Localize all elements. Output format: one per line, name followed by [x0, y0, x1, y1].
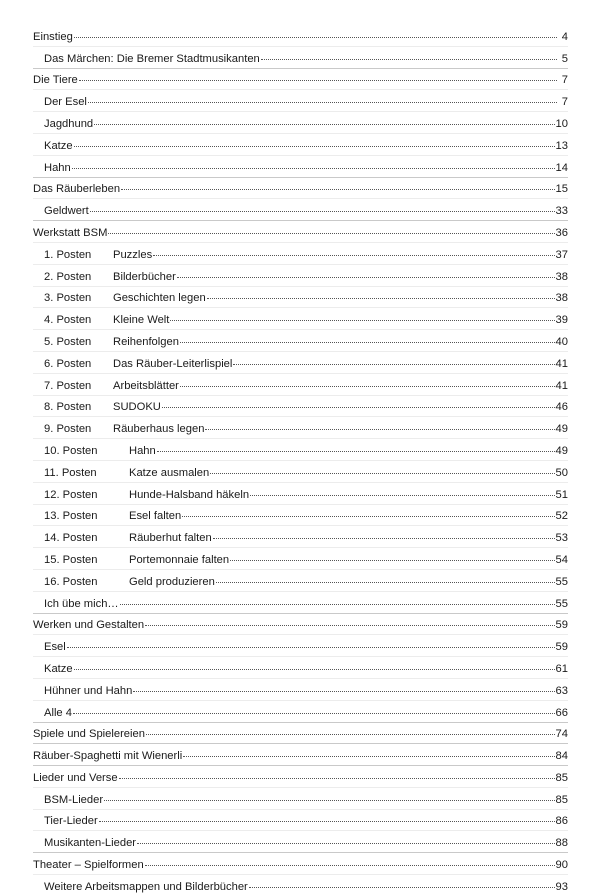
- toc-line: [44, 271, 568, 283]
- dot-leader: [73, 712, 555, 714]
- toc-line: [44, 96, 568, 108]
- toc-page-number: 33: [555, 205, 568, 218]
- toc-entry-section[interactable]: [33, 198, 568, 220]
- toc-title: [44, 576, 215, 588]
- toc-title: [44, 358, 232, 370]
- toc-title-text: Portemonnaie falten: [129, 553, 230, 566]
- toc-title-text: Räuber-Spaghetti mit Wienerli: [33, 750, 183, 763]
- toc-line: [44, 380, 568, 392]
- dot-leader: [157, 450, 555, 452]
- dot-leader: [213, 537, 555, 539]
- posten-number: 16. Posten: [44, 575, 98, 588]
- toc-page-number: 40: [555, 335, 568, 348]
- toc-entry-section[interactable]: [33, 460, 568, 482]
- dot-leader: [183, 755, 554, 757]
- toc-entry-chapter[interactable]: [33, 765, 568, 787]
- toc-page-number: 55: [555, 575, 568, 588]
- toc-entry-section[interactable]: [33, 89, 568, 111]
- toc-entry-chapter[interactable]: [33, 613, 568, 635]
- dot-leader: [119, 777, 555, 779]
- dot-leader: [104, 799, 554, 801]
- toc-title-text: Musikanten-Lieder: [44, 837, 137, 850]
- toc-title: [33, 227, 107, 239]
- dot-leader: [180, 341, 555, 343]
- posten-number: 1. Posten: [44, 248, 92, 261]
- toc-entry-section[interactable]: [33, 155, 568, 177]
- toc-entry-section[interactable]: [33, 504, 568, 526]
- toc-line: [44, 794, 568, 806]
- toc-line: [44, 707, 568, 719]
- toc-page-number: 4: [561, 30, 568, 43]
- posten-number: 13. Posten: [44, 510, 98, 523]
- toc-title-text: Hahn: [44, 161, 71, 174]
- toc-page-number: 36: [555, 226, 568, 239]
- toc-title: [33, 74, 78, 86]
- toc-entry-section[interactable]: [33, 351, 568, 373]
- dot-leader: [79, 79, 557, 81]
- dot-leader: [90, 210, 555, 212]
- posten-number: 2. Posten: [44, 270, 92, 283]
- toc-page-number: 10: [555, 117, 568, 130]
- posten-number: 7. Posten: [44, 379, 92, 392]
- toc-entry-section[interactable]: [33, 656, 568, 678]
- posten-number: 5. Posten: [44, 335, 92, 348]
- toc-entry-chapter[interactable]: [33, 743, 568, 765]
- toc-line: [33, 772, 568, 784]
- toc-page-number: 49: [555, 423, 568, 436]
- toc-line: [44, 554, 568, 566]
- toc-title: [33, 859, 144, 871]
- toc-page-number: 13: [555, 139, 568, 152]
- toc-line: [33, 74, 568, 86]
- toc-entry-section[interactable]: [33, 416, 568, 438]
- posten-number: 15. Posten: [44, 553, 98, 566]
- dot-leader: [121, 188, 554, 190]
- toc-entry-section[interactable]: [33, 678, 568, 700]
- toc-title: [33, 619, 144, 631]
- dot-leader: [88, 101, 557, 103]
- toc-line: [33, 227, 568, 239]
- dot-leader: [207, 297, 555, 299]
- toc-entry-section[interactable]: [33, 809, 568, 831]
- dot-leader: [230, 559, 554, 561]
- toc-title: [44, 510, 181, 522]
- toc-line: [44, 641, 568, 653]
- toc-entry-section[interactable]: [33, 133, 568, 155]
- toc-title: [44, 663, 73, 675]
- toc-title-text: Jagdhund: [44, 117, 94, 130]
- toc-entry-section[interactable]: [33, 591, 568, 613]
- toc-page-number: 90: [555, 859, 568, 872]
- toc-title-text: Das Räuber-Leiterlispiel: [113, 357, 233, 370]
- toc-title-text: BSM-Lieder: [44, 793, 104, 806]
- toc-line: [44, 815, 568, 827]
- toc-page-number: 93: [555, 880, 568, 893]
- toc-page-number: 46: [555, 401, 568, 414]
- toc-title: [44, 445, 156, 457]
- toc-entry-section[interactable]: [33, 830, 568, 852]
- toc-page-number: 5: [561, 52, 568, 65]
- toc-title-text: Ich übe mich…: [44, 597, 119, 610]
- toc-line: [33, 859, 568, 871]
- toc-title: [44, 292, 206, 304]
- toc-page-number: 88: [555, 837, 568, 850]
- toc-title: [44, 707, 72, 719]
- toc-line: [44, 358, 568, 370]
- toc-title-text: Hahn: [129, 444, 156, 457]
- toc-line: [44, 205, 568, 217]
- toc-page-number: 50: [555, 466, 568, 479]
- dot-leader: [180, 385, 555, 387]
- dot-leader: [233, 363, 554, 365]
- toc-line: [44, 576, 568, 588]
- toc-page-number: 49: [555, 444, 568, 457]
- toc-title: [33, 31, 73, 43]
- toc-title: [44, 271, 176, 283]
- toc-title: [44, 162, 71, 174]
- toc-title-text: Werkstatt BSM: [33, 226, 108, 239]
- toc-title: [44, 598, 119, 610]
- toc-line: [33, 728, 568, 740]
- toc-entry-section[interactable]: [33, 307, 568, 329]
- dot-leader: [249, 886, 555, 888]
- toc-page-number: 55: [555, 597, 568, 610]
- posten-number: 12. Posten: [44, 488, 98, 501]
- toc-entry-chapter[interactable]: [33, 220, 568, 242]
- toc-page-number: 74: [555, 728, 568, 741]
- toc-title-text: Esel: [44, 641, 66, 654]
- toc-entry-section[interactable]: [33, 634, 568, 656]
- posten-number: 10. Posten: [44, 444, 98, 457]
- toc-page-number: 15: [555, 183, 568, 196]
- dot-leader: [216, 581, 555, 583]
- toc-line: [44, 336, 568, 348]
- toc-title-text: Katze: [44, 662, 73, 675]
- toc-page-number: 61: [555, 662, 568, 675]
- toc-title-text: Reihenfolgen: [113, 335, 179, 348]
- posten-number: 9. Posten: [44, 423, 92, 436]
- toc-title-text: Werken und Gestalten: [33, 619, 145, 632]
- toc-entry-section[interactable]: [33, 286, 568, 308]
- posten-number: 8. Posten: [44, 401, 92, 414]
- dot-leader: [67, 646, 555, 648]
- toc-title: [44, 685, 132, 697]
- posten-number: 11. Posten: [44, 466, 97, 479]
- toc-entry-section[interactable]: [33, 787, 568, 809]
- toc-title: [44, 489, 249, 501]
- toc-title: [44, 641, 66, 653]
- toc-entry-section[interactable]: [33, 46, 568, 68]
- toc-title: [44, 423, 204, 435]
- dot-leader: [153, 254, 554, 256]
- toc-entry-section[interactable]: [33, 569, 568, 591]
- toc-line: [33, 619, 568, 631]
- toc-title: [33, 728, 145, 740]
- toc-title: [33, 750, 182, 762]
- toc-title-text: Kleine Welt: [113, 314, 170, 327]
- toc-title: [44, 314, 169, 326]
- toc-title: [44, 532, 212, 544]
- toc-entry-section[interactable]: [33, 373, 568, 395]
- toc-line: [44, 467, 568, 479]
- toc-line: [44, 118, 568, 130]
- dot-leader: [137, 842, 555, 844]
- toc-entry-section[interactable]: [33, 395, 568, 417]
- toc-title-text: Geldwert: [44, 205, 89, 218]
- toc-page-number: 86: [555, 815, 568, 828]
- toc-title-text: Einstieg: [33, 30, 73, 43]
- dot-leader: [108, 232, 554, 234]
- toc-title: [44, 140, 73, 152]
- toc-title: [44, 881, 248, 893]
- toc-line: [44, 162, 568, 174]
- toc-title-text: Der Esel: [44, 96, 87, 109]
- toc-page-number: 7: [561, 74, 568, 87]
- toc-entry-section[interactable]: [33, 525, 568, 547]
- toc-line: [44, 423, 568, 435]
- toc-title: [44, 249, 152, 261]
- toc-page-number: 7: [561, 96, 568, 109]
- toc-page-number: 38: [555, 270, 568, 283]
- toc-title-text: Katze ausmalen: [129, 466, 210, 479]
- toc-line: [44, 510, 568, 522]
- toc-page-number: 63: [555, 684, 568, 697]
- toc-title-text: Puzzles: [113, 248, 153, 261]
- toc-page-number: 39: [555, 314, 568, 327]
- toc-entry-chapter[interactable]: [33, 25, 568, 46]
- toc-entry-section[interactable]: [33, 329, 568, 351]
- dot-leader: [210, 472, 554, 474]
- toc-line: [44, 249, 568, 261]
- toc-line: [44, 445, 568, 457]
- toc-line: [44, 401, 568, 413]
- toc-line: [44, 532, 568, 544]
- toc-line: [44, 489, 568, 501]
- toc-line: [33, 183, 568, 195]
- dot-leader: [177, 276, 555, 278]
- toc-entry-chapter[interactable]: [33, 68, 568, 90]
- dot-leader: [72, 167, 555, 169]
- toc-page-number: 51: [555, 488, 568, 501]
- toc-title: [44, 205, 89, 217]
- dot-leader: [145, 864, 555, 866]
- toc-title: [44, 467, 209, 479]
- dot-leader: [205, 428, 554, 430]
- table-of-contents: [33, 25, 568, 896]
- dot-leader: [170, 319, 554, 321]
- dot-leader: [94, 123, 554, 125]
- toc-line: [33, 750, 568, 762]
- dot-leader: [133, 690, 554, 692]
- toc-title: [44, 53, 260, 65]
- toc-line: [44, 685, 568, 697]
- toc-title-text: Spiele und Spielereien: [33, 728, 145, 741]
- toc-page-number: 85: [555, 793, 568, 806]
- dot-leader: [74, 36, 557, 38]
- toc-title: [44, 118, 93, 130]
- toc-title: [44, 336, 179, 348]
- posten-number: 14. Posten: [44, 532, 98, 545]
- toc-title-text: Das Räuberleben: [33, 183, 121, 196]
- toc-title-text: Räuberhut falten: [129, 532, 212, 545]
- dot-leader: [74, 668, 555, 670]
- toc-title: [44, 815, 98, 827]
- toc-title: [33, 183, 120, 195]
- toc-title-text: Geld produzieren: [129, 575, 215, 588]
- toc-entry-section[interactable]: [33, 264, 568, 286]
- toc-title-text: Tier-Lieder: [44, 815, 98, 828]
- posten-number: 4. Posten: [44, 314, 92, 327]
- toc-title-text: Theater – Spielformen: [33, 859, 144, 872]
- toc-entry-section[interactable]: [33, 547, 568, 569]
- toc-page-number: 52: [555, 510, 568, 523]
- toc-title-text: Hunde-Halsband häkeln: [129, 488, 250, 501]
- toc-line: [33, 31, 568, 43]
- toc-title: [33, 772, 118, 784]
- dot-leader: [146, 733, 555, 735]
- toc-page-number: 53: [555, 532, 568, 545]
- toc-line: [44, 837, 568, 849]
- toc-title-text: Bilderbücher: [113, 270, 176, 283]
- toc-line: [44, 292, 568, 304]
- dot-leader: [74, 145, 555, 147]
- toc-entry-section[interactable]: [33, 242, 568, 264]
- dot-leader: [145, 624, 554, 626]
- dot-leader: [162, 406, 555, 408]
- toc-title-text: Räuberhaus legen: [113, 423, 205, 436]
- toc-title: [44, 554, 229, 566]
- toc-entry-section[interactable]: [33, 874, 568, 896]
- toc-line: [44, 598, 568, 610]
- toc-entry-section[interactable]: [33, 482, 568, 504]
- toc-page-number: 14: [555, 161, 568, 174]
- toc-line: [44, 314, 568, 326]
- toc-title: [44, 380, 179, 392]
- dot-leader: [250, 494, 555, 496]
- toc-page-number: 84: [555, 750, 568, 763]
- toc-page-number: 85: [555, 771, 568, 784]
- dot-leader: [261, 58, 557, 60]
- dot-leader: [99, 820, 555, 822]
- toc-entry-chapter[interactable]: [33, 722, 568, 744]
- posten-number: 6. Posten: [44, 357, 92, 370]
- toc-title-text: Katze: [44, 139, 73, 152]
- toc-entry-section[interactable]: [33, 438, 568, 460]
- dot-leader: [182, 515, 554, 517]
- toc-title-text: SUDOKU: [113, 401, 161, 414]
- toc-title: [44, 401, 161, 413]
- posten-number: 3. Posten: [44, 292, 92, 305]
- toc-page-number: 41: [555, 379, 568, 392]
- toc-entry-chapter[interactable]: [33, 852, 568, 874]
- toc-title-text: Weitere Arbeitsmappen und Bilderbücher: [44, 880, 248, 893]
- toc-page-number: 54: [555, 553, 568, 566]
- toc-entry-section[interactable]: [33, 700, 568, 722]
- toc-entry-chapter[interactable]: [33, 177, 568, 199]
- toc-line: [44, 663, 568, 675]
- toc-line: [44, 881, 568, 893]
- dot-leader: [120, 603, 555, 605]
- toc-title: [44, 794, 103, 806]
- toc-page-number: 59: [555, 641, 568, 654]
- toc-title-text: Das Märchen: Die Bremer Stadtmusikanten: [44, 52, 260, 65]
- toc-title: [44, 96, 87, 108]
- toc-page-number: 59: [555, 619, 568, 632]
- toc-title-text: Lieder und Verse: [33, 771, 118, 784]
- toc-page-number: 66: [555, 706, 568, 719]
- toc-entry-section[interactable]: [33, 111, 568, 133]
- toc-page-number: 38: [555, 292, 568, 305]
- toc-title-text: Arbeitsblätter: [113, 379, 179, 392]
- toc-title-text: Hühner und Hahn: [44, 684, 133, 697]
- toc-title: [44, 837, 136, 849]
- toc-line: [44, 140, 568, 152]
- toc-title-text: Alle 4: [44, 706, 72, 719]
- toc-title-text: Esel falten: [129, 510, 182, 523]
- toc-title-text: Geschichten legen: [113, 292, 206, 305]
- toc-line: [44, 53, 568, 65]
- toc-title-text: Die Tiere: [33, 74, 78, 87]
- toc-page-number: 41: [555, 357, 568, 370]
- toc-page-number: 37: [555, 248, 568, 261]
